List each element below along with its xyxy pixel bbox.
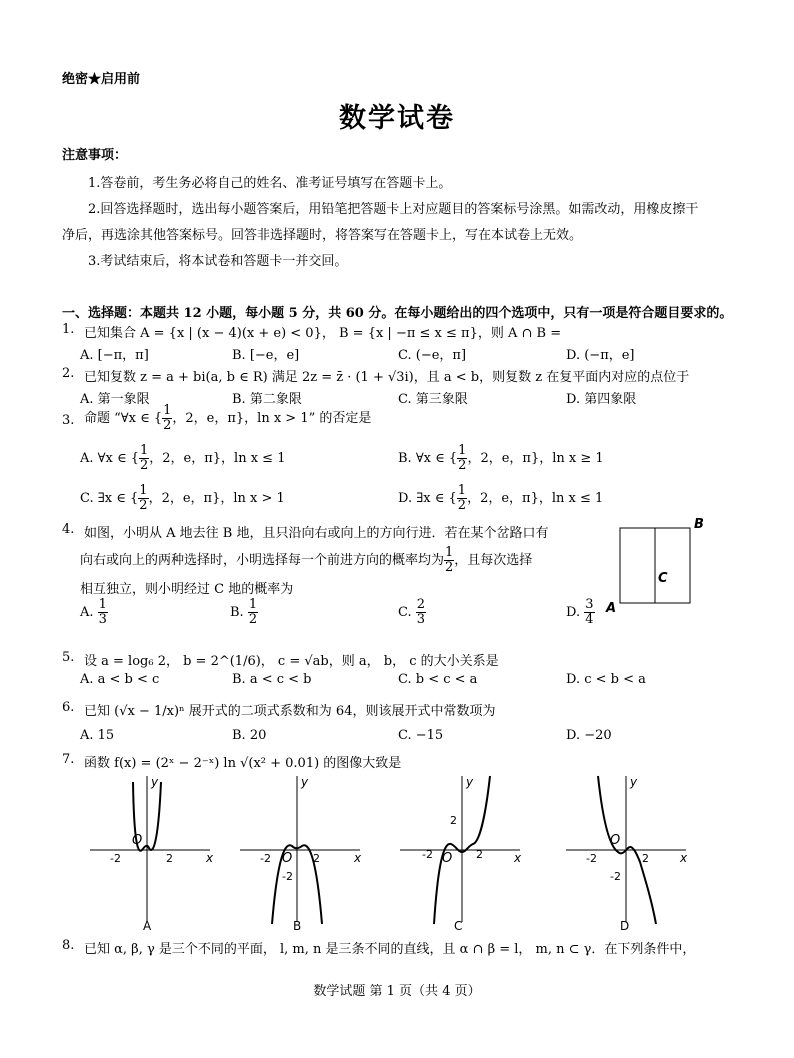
q2-stem: 已知复数 z = a + bi(a, b ∈ R) 满足 2z = z̄ · (1 + √3i)，且 a < b，则复数 z 在复平面内对应的点位于 — [84, 370, 690, 385]
x-axis-label: x — [680, 851, 688, 865]
graph-c-label: C — [454, 919, 463, 933]
point-a-label: A — [606, 601, 617, 615]
notice-item-3: 3.考试结束后，将本试卷和答题卡一并交回。 — [88, 254, 348, 269]
q3-option-b: B. ∀x ∈ { $\frac{1}{2}$ ，2，e，π}，ln x ≥ 1 — [398, 443, 604, 473]
tick-neg2: -2 — [110, 852, 121, 865]
q5-option-d: D. c < b < a — [566, 672, 646, 687]
q2-option-b: B. 第二象限 — [232, 392, 302, 407]
q1-number: 1. — [62, 322, 75, 337]
confidential-mark: 绝密★启用前 — [62, 72, 141, 87]
tick-y-neg2: -2 — [610, 870, 621, 883]
q4-line-2: 向右或向上的两种选择时，小明选择每一个前进方向的概率均为 $\frac{1}{2}$ ，且每次选择 — [80, 545, 533, 575]
origin-label: O — [282, 851, 293, 866]
x-axis-label: x — [354, 851, 362, 865]
point-c-label: C — [658, 571, 668, 586]
q7-graph-d — [562, 772, 692, 934]
q6-stem: 已知 (√x − 1/x)ⁿ 展开式的二项式系数和为 64，则该展开式中常数项为 — [84, 704, 496, 719]
tick-y-2: 2 — [450, 814, 457, 827]
q3-stem: 命题 “∀x ∈ { $\frac{1}{2}$ ，2，e，π}，ln x > 1” 的否定是 — [84, 403, 372, 433]
graph-b-label: B — [293, 919, 302, 933]
tick-neg2: -2 — [586, 852, 597, 865]
graph-d-label: D — [620, 919, 630, 933]
tick-y-neg2: -2 — [282, 870, 293, 883]
q6-option-b: B. 20 — [232, 728, 267, 743]
q5-option-b: B. a < c < b — [232, 672, 312, 687]
tick-neg2: -2 — [260, 852, 271, 865]
page-title: 数学试卷 — [339, 103, 455, 134]
y-axis-label: y — [301, 775, 309, 789]
q4-line-1: 如图，小明从 A 地去往 B 地，且只沿向右或向上的方向行进．若在某个岔路口有 — [84, 526, 549, 541]
tick-2: 2 — [313, 852, 320, 865]
q1-option-a: A. [−π，π] — [80, 348, 149, 363]
q8-stem: 已知 α, β, γ 是三个不同的平面， l, m, n 是三条不同的直线，且 α ∩ β = l， m, n ⊂ γ．在下列条件中， — [84, 942, 696, 957]
q3-option-d: D. ∃x ∈ { $\frac{1}{2}$ ，2，e，π}，ln x ≤ 1 — [398, 483, 604, 513]
q5-number: 5. — [62, 650, 75, 665]
y-axis-label: y — [630, 775, 638, 789]
tick-2: 2 — [642, 852, 649, 865]
q2-option-a: A. 第一象限 — [80, 392, 150, 407]
q2-option-d: D. 第四象限 — [566, 392, 637, 407]
tick-2: 2 — [166, 852, 173, 865]
section-heading: 一、选择题：本题共 12 小题，每小题 5 分，共 60 分。在每小题给出的四个选项中，只有一项是符合题目要求的。 — [62, 306, 733, 321]
y-axis-label: y — [151, 775, 159, 789]
q4-option-b: B. $\frac{1}{2}$ — [230, 597, 258, 627]
q6-option-c: C. −15 — [398, 728, 444, 743]
q4-option-c: C. $\frac{2}{3}$ — [398, 597, 426, 627]
q6-number: 6. — [62, 700, 75, 715]
y-axis-label: y — [466, 775, 474, 789]
q7-graph-a — [86, 772, 216, 934]
q6-option-a: A. 15 — [80, 728, 115, 743]
q5-option-a: A. a < b < c — [80, 672, 160, 687]
notice-heading: 注意事项： — [62, 148, 128, 163]
point-b-label: B — [694, 517, 704, 532]
q3-option-c: C. ∃x ∈ { $\frac{1}{2}$ ，2，e，π}，ln x > 1 — [80, 483, 285, 513]
q3-option-a: A. ∀x ∈ { $\frac{1}{2}$ ，2，e，π}，ln x ≤ 1 — [80, 443, 286, 473]
q1-option-c: C. (−e，π] — [398, 348, 467, 363]
q1-option-b: B. [−e，e] — [232, 348, 300, 363]
origin-label: O — [610, 833, 621, 848]
q7-graph-b — [236, 772, 366, 934]
q1-stem: 已知集合 A = {x | (x − 4)(x + e) < 0}， B = {x | −π ≤ x ≤ π}，则 A ∩ B = — [84, 326, 562, 341]
q2-number: 2. — [62, 366, 75, 381]
q3-number: 3. — [62, 413, 75, 428]
q4-number: 4. — [62, 522, 75, 537]
q4-line-3: 相互独立，则小明经过 C 地的概率为 — [80, 582, 294, 597]
x-axis-label: x — [514, 851, 522, 865]
page-footer: 数学试题 第 1 页（共 4 页） — [313, 984, 481, 999]
q4-option-d: D. $\frac{3}{4}$ — [566, 597, 594, 627]
q1-option-d: D. (−π，e] — [566, 348, 635, 363]
origin-label: O — [132, 833, 143, 848]
q4-option-a: A. $\frac{1}{3}$ — [80, 597, 107, 627]
q8-number: 8. — [62, 938, 75, 953]
q4-grid-figure — [600, 515, 720, 615]
notice-item-1: 1.答卷前，考生务必将自己的姓名、准考证号填写在答题卡上。 — [88, 176, 452, 191]
q5-option-c: C. b < c < a — [398, 672, 478, 687]
origin-label: O — [442, 851, 453, 866]
notice-item-2: 2.回答选择题时，选出每小题答案后，用铅笔把答题卡上对应题目的答案标号涂黑。如需改动，用橡皮擦干 — [88, 202, 699, 217]
q5-stem: 设 a = log₆ 2， b = 2^(1/6)， c = √ab，则 a， b， c 的大小关系是 — [84, 654, 499, 669]
q7-number: 7. — [62, 752, 75, 767]
q7-stem: 函数 f(x) = (2ˣ − 2⁻ˣ) ln √(x² + 0.01) 的图像大致是 — [84, 756, 402, 771]
tick-neg2: -2 — [422, 848, 433, 861]
q6-option-d: D. −20 — [566, 728, 612, 743]
graph-a-label: A — [143, 919, 152, 933]
tick-2: 2 — [476, 848, 483, 861]
q7-graph-c — [396, 772, 526, 934]
x-axis-label: x — [206, 851, 214, 865]
fraction-one-half: $\frac{1}{2}$ — [163, 403, 172, 433]
q2-option-c: C. 第三象限 — [398, 392, 468, 407]
notice-item-2-cont: 净后，再选涂其他答案标号。回答非选择题时，将答案写在答题卡上，写在本试卷上无效。 — [62, 228, 583, 243]
